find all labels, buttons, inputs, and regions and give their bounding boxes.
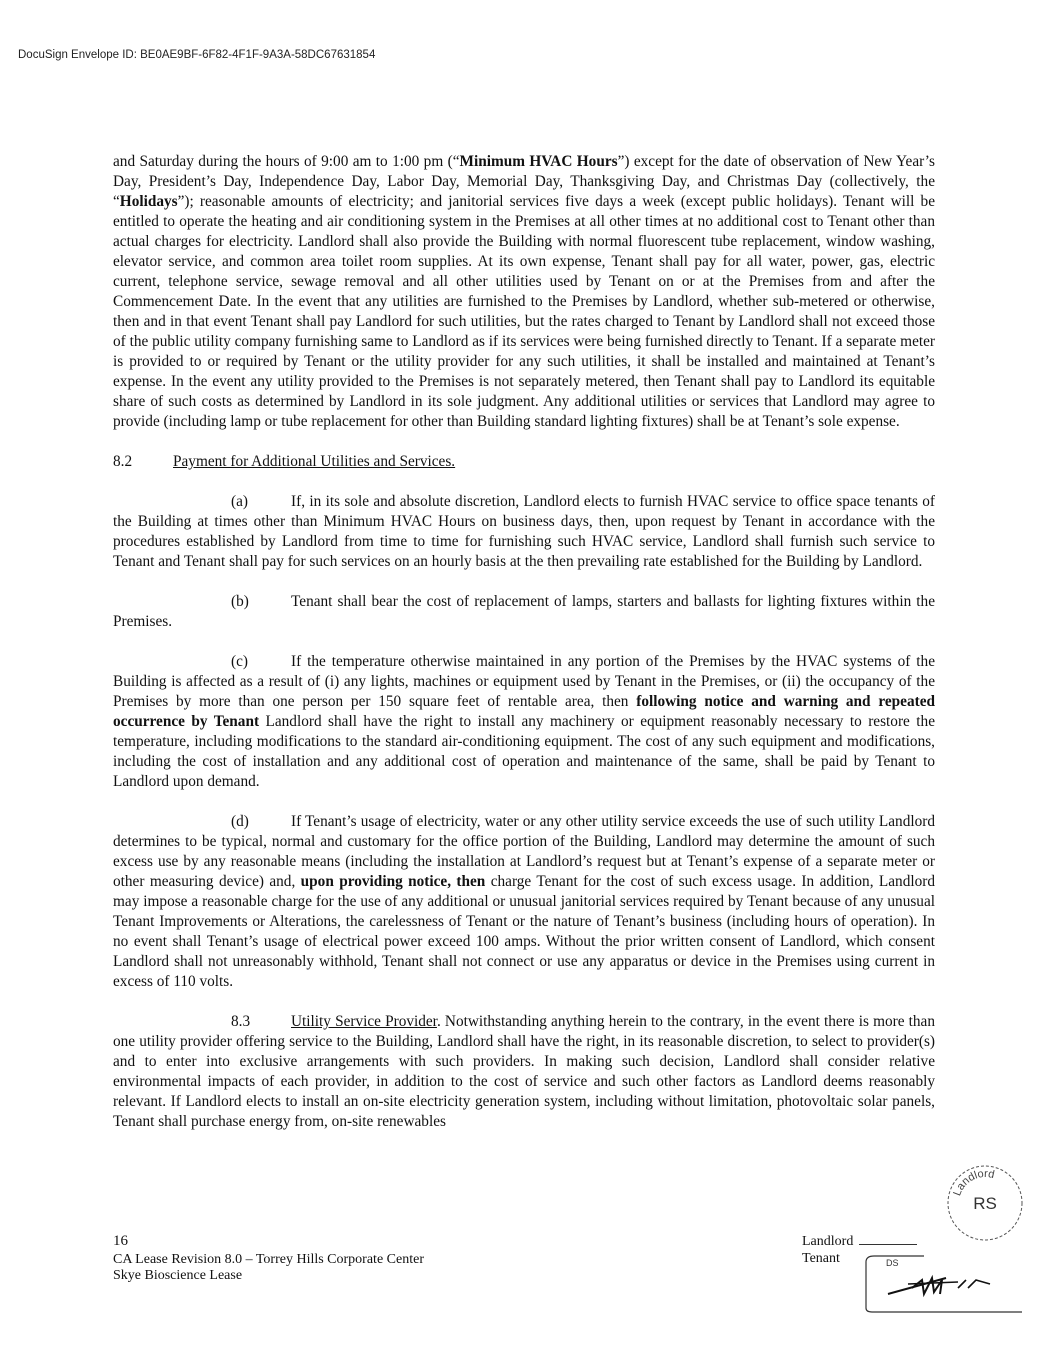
section-number: 8.2	[113, 453, 133, 470]
docusign-envelope-id: DocuSign Envelope ID: BE0AE9BF-6F82-4F1F-9A3A-58DC67631854	[18, 49, 376, 61]
clause-text: If the temperature otherwise maintained in any portion of the Premises by the HVAC systems of the Building is affected as a result of (i) any lights, machines or equipment used by Tenant in the Premises, or (ii) the occupancy of the Premises by more than one person per 150 square feet of rentable area, then	[113, 653, 935, 710]
clause-text: If, in its sole and absolute discretion, Landlord elects to furnish HVAC service to office space tenants of the Building at times other than Minimum HVAC Hours on business days, then, upon request by Tenant in accordance with the procedures established by Landlord from time to time for furnishing such HVAC service, Landlord shall furnish such service to Tenant and Tenant shall pay for such services on an hourly basis at the then prevailing rate established for the Building by Landlord.	[113, 493, 935, 570]
clause-text: If Tenant’s usage of electricity, water or any other utility service exceeds the use of such utility Landlord determines to be typical, normal and customary for the office portion of the Building, Landlord may determine the amount of such excess use by any reasonable means (including the installation at Landlord’s request but at Tenant’s expense of a separate meter or other measuring device) and,	[113, 813, 935, 890]
tenant-signature-box	[862, 1254, 1032, 1314]
clause-bold-text: upon providing notice, then	[300, 873, 486, 890]
clause-label: (d)	[231, 813, 249, 830]
clause-text: Tenant shall bear the cost of replacement of lamps, starters and ballasts for lighting fixtures within the Premises.	[113, 593, 935, 630]
section-title: Utility Service Provider	[291, 1013, 437, 1030]
footer-line-revision: CA Lease Revision 8.0 – Torrey Hills Corporate Center	[113, 1251, 424, 1267]
landlord-label: Landlord	[802, 1234, 854, 1249]
section-number: 8.3	[231, 1013, 251, 1030]
defined-term-minimum-hvac-hours: Minimum HVAC Hours	[459, 153, 618, 170]
tenant-label: Tenant	[802, 1250, 840, 1266]
landlord-initials-stamp	[945, 1163, 1025, 1243]
clause-label: (b)	[231, 593, 249, 610]
section-8-2-heading	[113, 452, 935, 472]
clause-a	[113, 492, 935, 572]
clause-c	[113, 652, 935, 792]
section-text: . Notwithstanding anything herein to the contrary, in the event there is more than one utility provider offering service to the Building, Landlord shall have the right, in its reasonable discretion, to select to provider(s) and to enter into exclusive arrangements with such providers. In making such decision, Landlord shall consider relative environmental impacts of each provider, in addition to the cost of service and such other factors as Landlord deems reasonably relevant. If Landlord elects to install an on-site electricity generation system, including without limitation, photovoltaic solar panels, Tenant shall purchase energy from, on-site renewables	[113, 1013, 935, 1130]
section-8-3	[113, 1012, 935, 1132]
landlord-initials-blank	[859, 1244, 917, 1245]
landlord-initials-line	[802, 1234, 917, 1251]
clause-text: charge Tenant for the cost of such excess usage. In addition, Landlord may impose a reasonable charge for the use of any additional or unusual janitorial services required by Tenant because of any unusual Tenant Improvements or Alterations, the carelessness of Tenant or the nature of Tenant’s business (including hours of operation). In no event shall Tenant’s usage of electrical power exceed 100 amps. Without the prior written consent of Landlord, which consent Landlord shall not unreasonably withhold, Tenant shall not connect or use any apparatus or device in the Premises using current in excess of 110 volts.	[113, 873, 935, 990]
section-title: Payment for Additional Utilities and Services.	[173, 453, 456, 470]
paragraph-hvac-hours	[113, 152, 935, 432]
stamp-ring-text-top: Landlord	[951, 1167, 996, 1198]
clause-d	[113, 812, 935, 992]
clause-b	[113, 592, 935, 632]
docusign-ds-tag: DS	[886, 1258, 899, 1268]
text-run: ”) except for the date of observation of New Year’s Day, President’s Day, Independence Day, Labor Day, Memorial Day, Thanksgiving Day, and Christmas Day (collectively, the “	[113, 153, 935, 210]
page-number: 16	[113, 1233, 128, 1249]
text-run: and Saturday during the hours of 9:00 am to 1:00 pm (“	[113, 153, 460, 170]
footer-line-lease: Skye Bioscience Lease	[113, 1268, 243, 1283]
defined-term-holidays: Holidays	[119, 193, 178, 210]
footer-document-info	[113, 1233, 424, 1285]
text-run: ”); reasonable amounts of electricity; and janitorial services five days a week (except public holidays). Tenant will be entitled to operate the heating and air conditioning system in the Premises at all other times at no additional cost to Tenant other than actual charges for electricity. Landlord shall also provide the Building with normal fluorescent tube replacement, window washing, elevator service, and common area toilet room supplies. At its own expense, Tenant shall pay for all water, power, gas, electric current, telephone service, sewage removal and all other utilities used by Tenant on or at the Premises from and after the Commencement Date. In the event that any utilities are furnished to the Premises by Landlord, whether sub-metered or otherwise, then and in that event Tenant shall pay Landlord for such utilities, but the rates charged to Tenant by Landlord shall not exceed those of the public utility company furnishing same to Landlord as if its services were being furnished directly to Tenant. If a separate meter is provided to or required by Tenant or the utility provider for any such utilities, it shall be installed and maintained at Tenant’s expense. In the event any utility provided to the Premises is not separately metered, then Tenant shall pay to Landlord its equitable share of such costs as determined by Landlord in its sole judgment. Any additional utilities or services that Landlord may agree to provide (including lamp or tube replacement for other than Building standard lighting fixtures) shall be at Tenant’s sole expense.	[113, 193, 935, 430]
clause-label: (c)	[231, 653, 248, 670]
clause-text: Landlord shall have the right to install any machinery or equipment reasonably necessary to restore the temperature, including modifications to the standard air-conditioning equipment. The cost of any such equipment and modifications, including the cost of installation and any additional cost of operation and maintenance of the same, shall be paid by Tenant to Landlord upon demand.	[113, 713, 935, 790]
lease-body	[113, 152, 935, 1152]
clause-bold-text: following notice and warning and repeated occurrence by Tenant	[113, 693, 935, 730]
clause-label: (a)	[231, 493, 248, 510]
stamp-initials: RS	[973, 1194, 997, 1213]
